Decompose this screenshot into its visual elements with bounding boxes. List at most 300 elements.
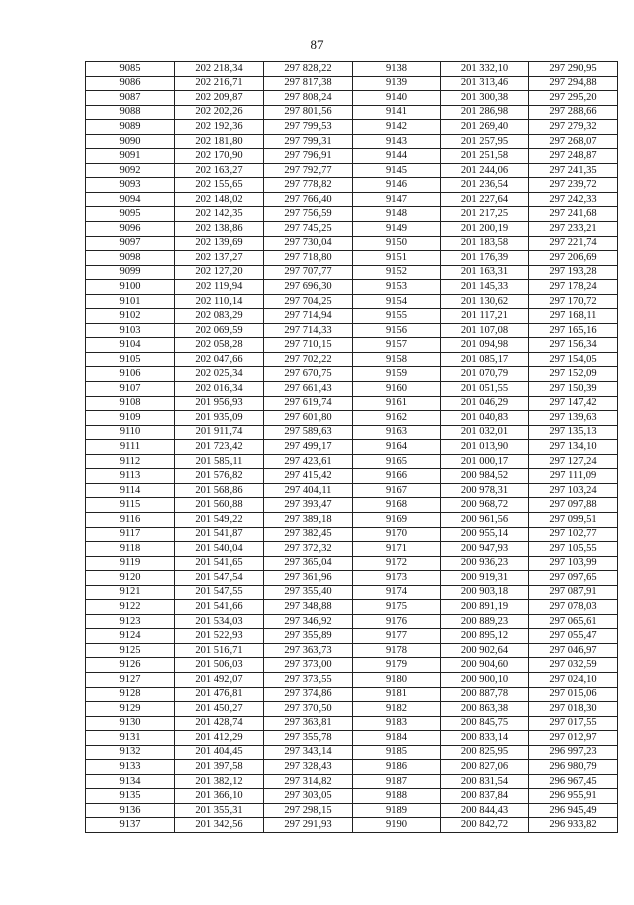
table-row xyxy=(86,265,618,280)
cell-x-coordinate: 201 040,83 xyxy=(441,411,529,426)
cell-point-number: 9125 xyxy=(86,643,175,658)
cell-x-coordinate: 201 145,33 xyxy=(441,280,529,295)
cell-y-coordinate: 297 135,13 xyxy=(529,425,618,440)
cell-x-coordinate: 201 935,09 xyxy=(175,411,264,426)
cell-y-coordinate: 297 193,28 xyxy=(529,265,618,280)
cell-point-number: 9169 xyxy=(353,512,441,527)
table-row xyxy=(86,178,618,193)
cell-y-coordinate: 297 374,86 xyxy=(264,687,353,702)
cell-y-coordinate: 297 097,65 xyxy=(529,571,618,586)
cell-y-coordinate: 297 102,77 xyxy=(529,527,618,542)
cell-x-coordinate: 201 450,27 xyxy=(175,702,264,717)
cell-point-number: 9086 xyxy=(86,76,175,91)
cell-y-coordinate: 297 756,59 xyxy=(264,207,353,222)
table-row xyxy=(86,803,618,818)
cell-y-coordinate: 297 355,78 xyxy=(264,731,353,746)
cell-point-number: 9153 xyxy=(353,280,441,295)
cell-y-coordinate: 297 766,40 xyxy=(264,192,353,207)
cell-x-coordinate: 201 568,86 xyxy=(175,483,264,498)
cell-y-coordinate: 297 241,68 xyxy=(529,207,618,222)
cell-y-coordinate: 297 127,24 xyxy=(529,454,618,469)
cell-point-number: 9158 xyxy=(353,352,441,367)
cell-y-coordinate: 297 365,04 xyxy=(264,556,353,571)
cell-y-coordinate: 297 087,91 xyxy=(529,585,618,600)
cell-point-number: 9129 xyxy=(86,702,175,717)
cell-x-coordinate: 202 047,66 xyxy=(175,352,264,367)
cell-point-number: 9118 xyxy=(86,542,175,557)
table-row xyxy=(86,396,618,411)
cell-y-coordinate: 297 363,73 xyxy=(264,643,353,658)
cell-x-coordinate: 200 837,84 xyxy=(441,789,529,804)
table-row xyxy=(86,76,618,91)
cell-y-coordinate: 297 589,63 xyxy=(264,425,353,440)
cell-point-number: 9108 xyxy=(86,396,175,411)
table-row xyxy=(86,672,618,687)
table-row xyxy=(86,483,618,498)
cell-point-number: 9148 xyxy=(353,207,441,222)
coordinates-table xyxy=(85,61,618,833)
cell-y-coordinate: 297 828,22 xyxy=(264,62,353,77)
cell-y-coordinate: 297 619,74 xyxy=(264,396,353,411)
cell-y-coordinate: 297 382,45 xyxy=(264,527,353,542)
cell-y-coordinate: 297 415,42 xyxy=(264,469,353,484)
cell-x-coordinate: 200 955,14 xyxy=(441,527,529,542)
table-row xyxy=(86,91,618,106)
cell-point-number: 9139 xyxy=(353,76,441,91)
cell-x-coordinate: 202 083,29 xyxy=(175,309,264,324)
cell-x-coordinate: 202 139,69 xyxy=(175,236,264,251)
cell-x-coordinate: 202 069,59 xyxy=(175,323,264,338)
cell-x-coordinate: 200 895,12 xyxy=(441,629,529,644)
cell-y-coordinate: 297 105,55 xyxy=(529,542,618,557)
cell-point-number: 9117 xyxy=(86,527,175,542)
cell-x-coordinate: 201 236,54 xyxy=(441,178,529,193)
coordinates-table-body xyxy=(86,62,618,833)
cell-y-coordinate: 297 168,11 xyxy=(529,309,618,324)
cell-point-number: 9185 xyxy=(353,745,441,760)
cell-x-coordinate: 200 845,75 xyxy=(441,716,529,731)
cell-x-coordinate: 202 170,90 xyxy=(175,149,264,164)
cell-point-number: 9088 xyxy=(86,105,175,120)
cell-x-coordinate: 201 585,11 xyxy=(175,454,264,469)
cell-x-coordinate: 201 269,40 xyxy=(441,120,529,135)
cell-point-number: 9100 xyxy=(86,280,175,295)
cell-y-coordinate: 297 796,91 xyxy=(264,149,353,164)
cell-point-number: 9104 xyxy=(86,338,175,353)
cell-x-coordinate: 202 192,36 xyxy=(175,120,264,135)
table-row xyxy=(86,222,618,237)
cell-y-coordinate: 297 233,21 xyxy=(529,222,618,237)
cell-y-coordinate: 297 295,20 xyxy=(529,91,618,106)
cell-point-number: 9138 xyxy=(353,62,441,77)
cell-point-number: 9093 xyxy=(86,178,175,193)
cell-y-coordinate: 296 955,91 xyxy=(529,789,618,804)
cell-x-coordinate: 200 984,52 xyxy=(441,469,529,484)
cell-point-number: 9121 xyxy=(86,585,175,600)
table-row xyxy=(86,352,618,367)
cell-y-coordinate: 297 799,31 xyxy=(264,134,353,149)
cell-x-coordinate: 201 547,54 xyxy=(175,571,264,586)
cell-y-coordinate: 297 078,03 xyxy=(529,600,618,615)
cell-point-number: 9143 xyxy=(353,134,441,149)
cell-point-number: 9177 xyxy=(353,629,441,644)
table-row xyxy=(86,527,618,542)
cell-x-coordinate: 201 286,98 xyxy=(441,105,529,120)
cell-y-coordinate: 297 314,82 xyxy=(264,774,353,789)
cell-x-coordinate: 202 181,80 xyxy=(175,134,264,149)
cell-y-coordinate: 297 348,88 xyxy=(264,600,353,615)
cell-x-coordinate: 201 244,06 xyxy=(441,163,529,178)
table-row xyxy=(86,149,618,164)
cell-x-coordinate: 202 202,26 xyxy=(175,105,264,120)
cell-y-coordinate: 297 343,14 xyxy=(264,745,353,760)
cell-x-coordinate: 201 013,90 xyxy=(441,440,529,455)
cell-x-coordinate: 200 902,64 xyxy=(441,643,529,658)
cell-point-number: 9120 xyxy=(86,571,175,586)
cell-point-number: 9087 xyxy=(86,91,175,106)
cell-x-coordinate: 200 947,93 xyxy=(441,542,529,557)
table-row xyxy=(86,251,618,266)
cell-point-number: 9186 xyxy=(353,760,441,775)
cell-point-number: 9190 xyxy=(353,818,441,833)
cell-y-coordinate: 297 370,50 xyxy=(264,702,353,717)
table-row xyxy=(86,498,618,513)
cell-point-number: 9090 xyxy=(86,134,175,149)
cell-point-number: 9098 xyxy=(86,251,175,266)
cell-y-coordinate: 296 997,23 xyxy=(529,745,618,760)
cell-point-number: 9182 xyxy=(353,702,441,717)
cell-x-coordinate: 202 058,28 xyxy=(175,338,264,353)
cell-y-coordinate: 297 154,05 xyxy=(529,352,618,367)
table-row xyxy=(86,643,618,658)
table-row xyxy=(86,294,618,309)
cell-point-number: 9089 xyxy=(86,120,175,135)
cell-y-coordinate: 297 730,04 xyxy=(264,236,353,251)
cell-x-coordinate: 200 842,72 xyxy=(441,818,529,833)
cell-point-number: 9150 xyxy=(353,236,441,251)
cell-x-coordinate: 201 355,31 xyxy=(175,803,264,818)
cell-y-coordinate: 297 389,18 xyxy=(264,512,353,527)
cell-x-coordinate: 202 016,34 xyxy=(175,382,264,397)
cell-point-number: 9168 xyxy=(353,498,441,513)
cell-x-coordinate: 201 183,58 xyxy=(441,236,529,251)
table-row xyxy=(86,309,618,324)
cell-point-number: 9110 xyxy=(86,425,175,440)
cell-x-coordinate: 201 257,95 xyxy=(441,134,529,149)
cell-x-coordinate: 201 541,65 xyxy=(175,556,264,571)
table-row xyxy=(86,280,618,295)
cell-x-coordinate: 201 911,74 xyxy=(175,425,264,440)
cell-point-number: 9123 xyxy=(86,614,175,629)
cell-y-coordinate: 297 055,47 xyxy=(529,629,618,644)
table-row xyxy=(86,556,618,571)
cell-y-coordinate: 297 046,97 xyxy=(529,643,618,658)
table-row xyxy=(86,338,618,353)
cell-x-coordinate: 201 366,10 xyxy=(175,789,264,804)
cell-point-number: 9140 xyxy=(353,91,441,106)
cell-y-coordinate: 297 792,77 xyxy=(264,163,353,178)
cell-point-number: 9170 xyxy=(353,527,441,542)
cell-point-number: 9163 xyxy=(353,425,441,440)
cell-x-coordinate: 200 887,78 xyxy=(441,687,529,702)
cell-point-number: 9176 xyxy=(353,614,441,629)
cell-point-number: 9130 xyxy=(86,716,175,731)
cell-point-number: 9107 xyxy=(86,382,175,397)
cell-x-coordinate: 201 541,87 xyxy=(175,527,264,542)
cell-x-coordinate: 200 889,23 xyxy=(441,614,529,629)
cell-x-coordinate: 201 251,58 xyxy=(441,149,529,164)
cell-y-coordinate: 297 103,99 xyxy=(529,556,618,571)
cell-point-number: 9157 xyxy=(353,338,441,353)
cell-y-coordinate: 297 393,47 xyxy=(264,498,353,513)
cell-x-coordinate: 201 085,17 xyxy=(441,352,529,367)
cell-y-coordinate: 297 152,09 xyxy=(529,367,618,382)
table-row xyxy=(86,614,618,629)
cell-x-coordinate: 201 397,58 xyxy=(175,760,264,775)
cell-x-coordinate: 202 142,35 xyxy=(175,207,264,222)
cell-point-number: 9174 xyxy=(353,585,441,600)
cell-x-coordinate: 201 051,55 xyxy=(441,382,529,397)
cell-x-coordinate: 201 130,62 xyxy=(441,294,529,309)
cell-point-number: 9147 xyxy=(353,192,441,207)
cell-point-number: 9106 xyxy=(86,367,175,382)
cell-y-coordinate: 297 242,33 xyxy=(529,192,618,207)
cell-y-coordinate: 296 967,45 xyxy=(529,774,618,789)
cell-x-coordinate: 201 560,88 xyxy=(175,498,264,513)
cell-x-coordinate: 200 904,60 xyxy=(441,658,529,673)
table-row xyxy=(86,658,618,673)
cell-x-coordinate: 201 117,21 xyxy=(441,309,529,324)
cell-point-number: 9160 xyxy=(353,382,441,397)
cell-x-coordinate: 200 833,14 xyxy=(441,731,529,746)
cell-x-coordinate: 201 046,29 xyxy=(441,396,529,411)
cell-point-number: 9119 xyxy=(86,556,175,571)
table-row xyxy=(86,585,618,600)
cell-x-coordinate: 201 300,38 xyxy=(441,91,529,106)
table-row xyxy=(86,716,618,731)
cell-x-coordinate: 201 227,64 xyxy=(441,192,529,207)
cell-y-coordinate: 297 139,63 xyxy=(529,411,618,426)
cell-x-coordinate: 201 476,81 xyxy=(175,687,264,702)
cell-x-coordinate: 202 216,71 xyxy=(175,76,264,91)
table-row xyxy=(86,440,618,455)
cell-point-number: 9122 xyxy=(86,600,175,615)
page-number: 87 xyxy=(310,37,324,52)
table-row xyxy=(86,120,618,135)
cell-y-coordinate: 297 268,07 xyxy=(529,134,618,149)
cell-y-coordinate: 297 111,09 xyxy=(529,469,618,484)
cell-point-number: 9103 xyxy=(86,323,175,338)
cell-point-number: 9159 xyxy=(353,367,441,382)
cell-point-number: 9146 xyxy=(353,178,441,193)
cell-y-coordinate: 297 017,55 xyxy=(529,716,618,731)
cell-point-number: 9124 xyxy=(86,629,175,644)
cell-y-coordinate: 297 363,81 xyxy=(264,716,353,731)
cell-x-coordinate: 202 127,20 xyxy=(175,265,264,280)
table-row xyxy=(86,411,618,426)
cell-x-coordinate: 201 492,07 xyxy=(175,672,264,687)
table-row xyxy=(86,731,618,746)
cell-y-coordinate: 297 808,24 xyxy=(264,91,353,106)
cell-point-number: 9155 xyxy=(353,309,441,324)
cell-y-coordinate: 297 206,69 xyxy=(529,251,618,266)
cell-y-coordinate: 297 303,05 xyxy=(264,789,353,804)
table-row xyxy=(86,702,618,717)
table-row xyxy=(86,629,618,644)
cell-x-coordinate: 202 155,65 xyxy=(175,178,264,193)
cell-point-number: 9128 xyxy=(86,687,175,702)
cell-point-number: 9180 xyxy=(353,672,441,687)
cell-point-number: 9175 xyxy=(353,600,441,615)
cell-x-coordinate: 201 549,22 xyxy=(175,512,264,527)
cell-y-coordinate: 297 801,56 xyxy=(264,105,353,120)
cell-y-coordinate: 297 328,43 xyxy=(264,760,353,775)
cell-y-coordinate: 297 702,22 xyxy=(264,352,353,367)
table-row xyxy=(86,323,618,338)
cell-y-coordinate: 297 346,92 xyxy=(264,614,353,629)
table-row xyxy=(86,105,618,120)
cell-x-coordinate: 200 844,43 xyxy=(441,803,529,818)
table-row xyxy=(86,425,618,440)
cell-x-coordinate: 200 827,06 xyxy=(441,760,529,775)
table-row xyxy=(86,687,618,702)
cell-x-coordinate: 201 070,79 xyxy=(441,367,529,382)
cell-point-number: 9091 xyxy=(86,149,175,164)
cell-y-coordinate: 297 298,15 xyxy=(264,803,353,818)
cell-y-coordinate: 296 945,49 xyxy=(529,803,618,818)
cell-x-coordinate: 200 900,10 xyxy=(441,672,529,687)
cell-point-number: 9151 xyxy=(353,251,441,266)
cell-point-number: 9178 xyxy=(353,643,441,658)
cell-x-coordinate: 201 506,03 xyxy=(175,658,264,673)
cell-x-coordinate: 201 342,56 xyxy=(175,818,264,833)
cell-x-coordinate: 201 404,45 xyxy=(175,745,264,760)
cell-point-number: 9112 xyxy=(86,454,175,469)
cell-x-coordinate: 200 978,31 xyxy=(441,483,529,498)
cell-x-coordinate: 200 936,23 xyxy=(441,556,529,571)
cell-point-number: 9141 xyxy=(353,105,441,120)
cell-point-number: 9161 xyxy=(353,396,441,411)
cell-y-coordinate: 297 707,77 xyxy=(264,265,353,280)
cell-x-coordinate: 200 831,54 xyxy=(441,774,529,789)
cell-y-coordinate: 297 279,32 xyxy=(529,120,618,135)
table-row xyxy=(86,192,618,207)
cell-y-coordinate: 297 372,32 xyxy=(264,542,353,557)
cell-x-coordinate: 200 968,72 xyxy=(441,498,529,513)
cell-y-coordinate: 297 355,40 xyxy=(264,585,353,600)
cell-x-coordinate: 202 209,87 xyxy=(175,91,264,106)
cell-x-coordinate: 201 541,66 xyxy=(175,600,264,615)
cell-point-number: 9096 xyxy=(86,222,175,237)
table-row xyxy=(86,774,618,789)
cell-point-number: 9097 xyxy=(86,236,175,251)
cell-y-coordinate: 297 134,10 xyxy=(529,440,618,455)
cell-x-coordinate: 201 382,12 xyxy=(175,774,264,789)
cell-point-number: 9179 xyxy=(353,658,441,673)
cell-y-coordinate: 297 024,10 xyxy=(529,672,618,687)
cell-y-coordinate: 297 099,51 xyxy=(529,512,618,527)
cell-y-coordinate: 297 745,25 xyxy=(264,222,353,237)
table-row xyxy=(86,571,618,586)
cell-y-coordinate: 297 601,80 xyxy=(264,411,353,426)
table-row xyxy=(86,789,618,804)
table-row xyxy=(86,367,618,382)
cell-y-coordinate: 297 178,24 xyxy=(529,280,618,295)
cell-point-number: 9167 xyxy=(353,483,441,498)
table-row xyxy=(86,62,618,77)
cell-point-number: 9095 xyxy=(86,207,175,222)
cell-point-number: 9131 xyxy=(86,731,175,746)
cell-point-number: 9154 xyxy=(353,294,441,309)
cell-x-coordinate: 201 163,31 xyxy=(441,265,529,280)
cell-point-number: 9109 xyxy=(86,411,175,426)
cell-point-number: 9184 xyxy=(353,731,441,746)
cell-y-coordinate: 297 361,96 xyxy=(264,571,353,586)
cell-x-coordinate: 201 094,98 xyxy=(441,338,529,353)
cell-point-number: 9144 xyxy=(353,149,441,164)
cell-y-coordinate: 297 778,82 xyxy=(264,178,353,193)
cell-y-coordinate: 297 499,17 xyxy=(264,440,353,455)
cell-y-coordinate: 297 032,59 xyxy=(529,658,618,673)
cell-x-coordinate: 200 825,95 xyxy=(441,745,529,760)
cell-y-coordinate: 297 248,87 xyxy=(529,149,618,164)
cell-x-coordinate: 201 540,04 xyxy=(175,542,264,557)
cell-x-coordinate: 201 200,19 xyxy=(441,222,529,237)
cell-y-coordinate: 297 097,88 xyxy=(529,498,618,513)
cell-y-coordinate: 297 661,43 xyxy=(264,382,353,397)
cell-point-number: 9189 xyxy=(353,803,441,818)
cell-point-number: 9102 xyxy=(86,309,175,324)
cell-point-number: 9172 xyxy=(353,556,441,571)
cell-point-number: 9166 xyxy=(353,469,441,484)
cell-point-number: 9156 xyxy=(353,323,441,338)
table-row xyxy=(86,469,618,484)
cell-y-coordinate: 297 221,74 xyxy=(529,236,618,251)
cell-point-number: 9115 xyxy=(86,498,175,513)
cell-y-coordinate: 297 015,06 xyxy=(529,687,618,702)
cell-point-number: 9165 xyxy=(353,454,441,469)
cell-x-coordinate: 201 332,10 xyxy=(441,62,529,77)
cell-point-number: 9085 xyxy=(86,62,175,77)
cell-y-coordinate: 297 150,39 xyxy=(529,382,618,397)
cell-point-number: 9132 xyxy=(86,745,175,760)
cell-y-coordinate: 297 241,35 xyxy=(529,163,618,178)
cell-x-coordinate: 201 176,39 xyxy=(441,251,529,266)
cell-y-coordinate: 297 714,33 xyxy=(264,323,353,338)
cell-y-coordinate: 297 156,34 xyxy=(529,338,618,353)
cell-point-number: 9162 xyxy=(353,411,441,426)
table-row xyxy=(86,512,618,527)
cell-point-number: 9092 xyxy=(86,163,175,178)
cell-point-number: 9116 xyxy=(86,512,175,527)
cell-y-coordinate: 297 714,94 xyxy=(264,309,353,324)
cell-x-coordinate: 201 522,93 xyxy=(175,629,264,644)
cell-x-coordinate: 201 217,25 xyxy=(441,207,529,222)
cell-x-coordinate: 202 218,34 xyxy=(175,62,264,77)
cell-point-number: 9137 xyxy=(86,818,175,833)
cell-y-coordinate: 297 065,61 xyxy=(529,614,618,629)
table-row xyxy=(86,207,618,222)
cell-y-coordinate: 297 290,95 xyxy=(529,62,618,77)
cell-point-number: 9099 xyxy=(86,265,175,280)
cell-x-coordinate: 200 961,56 xyxy=(441,512,529,527)
cell-point-number: 9127 xyxy=(86,672,175,687)
cell-point-number: 9114 xyxy=(86,483,175,498)
cell-y-coordinate: 297 012,97 xyxy=(529,731,618,746)
cell-point-number: 9173 xyxy=(353,571,441,586)
cell-y-coordinate: 297 170,72 xyxy=(529,294,618,309)
cell-x-coordinate: 201 516,71 xyxy=(175,643,264,658)
